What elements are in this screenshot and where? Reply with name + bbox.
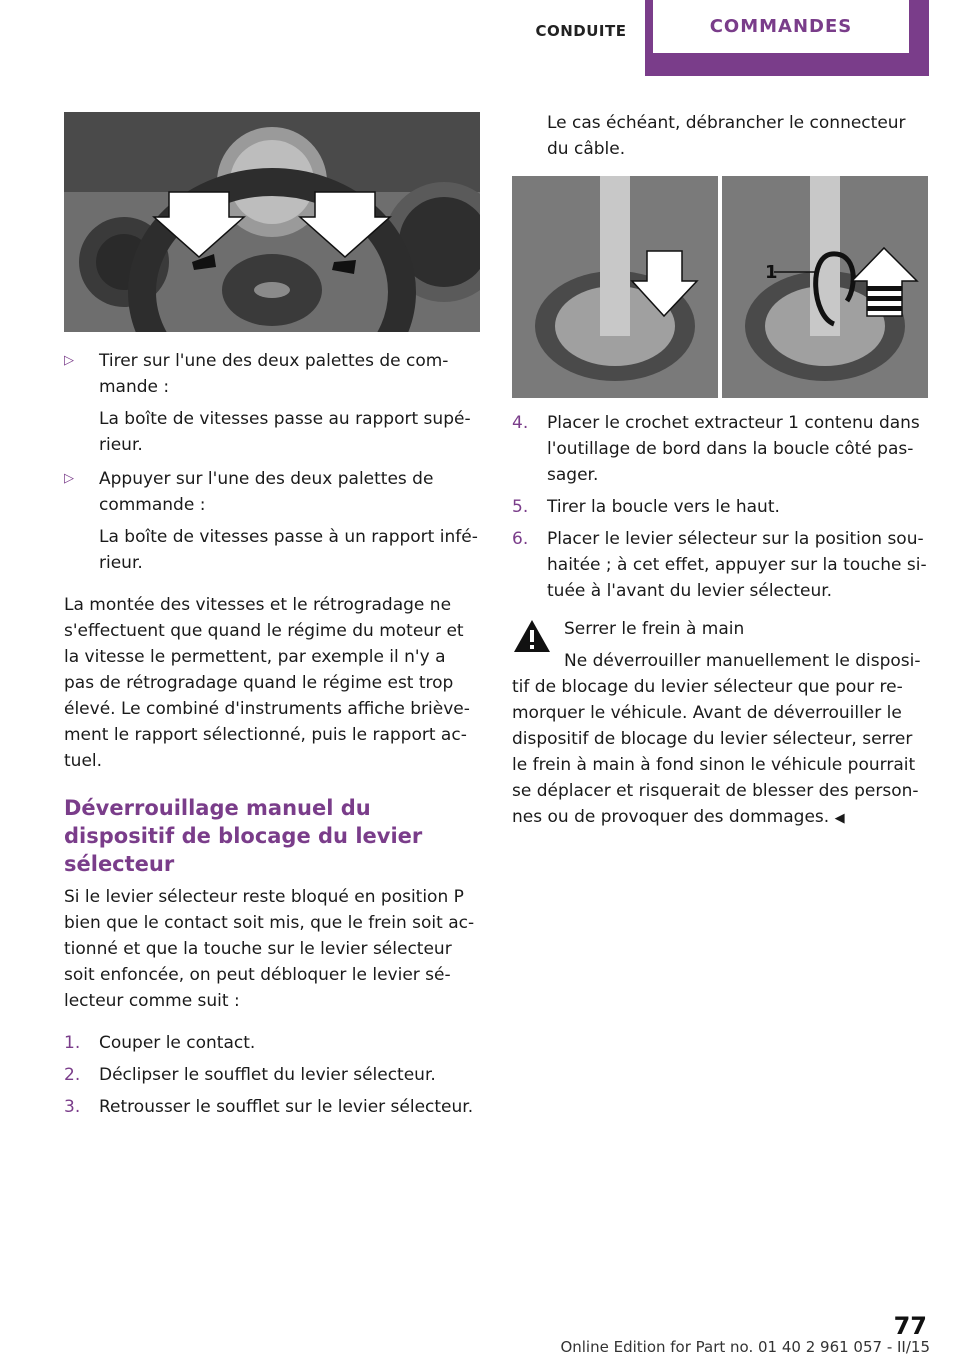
step-text: Tirer la boucle vers le haut. <box>547 497 780 517</box>
step-number: 1. <box>64 1033 81 1053</box>
step-6 <box>512 526 928 604</box>
warning-text: Ne déverrouiller manuellement le dispositif de blocage du levier sélecteur que pour remorquer le véhicule. Avant de déverrouiller le dispositif de blocage du levier sélecteur, serrer le frein à main à fond sinon le véhicule pourrait se déplacer et risquerait de blesser des personnes ou de provoquer des dommages. ◀ <box>512 651 921 827</box>
bullet-upshift-text: Tirer sur l'une des deux palettes de commande : <box>99 351 449 397</box>
bullet-marker: ▷ <box>64 353 74 368</box>
warning-triangle-icon <box>512 618 552 654</box>
step-text: Placer le levier sélecteur sur la position souhaitée ; à cet effet, appuyer sur la touche située à l'avant du levier sélecteur. <box>547 529 927 601</box>
step-number: 2. <box>64 1065 81 1085</box>
step-number: 4. <box>512 413 529 433</box>
warning-title: Serrer le frein à main <box>564 619 745 639</box>
step-4 <box>512 410 928 488</box>
shift-paragraph: La montée des vitesses et le rétrogradage ne s'effectuent que quand le régime du moteur et la vitesse le permettent, par exemple il n'y a pas de rétrogradage quand le régime est trop élevé. Le combiné d'instruments affiche brièvement le rapport sélectionné, puis le rapport actuel. <box>64 595 470 771</box>
section-tab-commandes-label: COMMANDES <box>653 0 909 53</box>
warning-block <box>512 616 928 832</box>
right-column <box>512 110 928 832</box>
section-heading: Déverrouillage manuel du dispositif de blocage du levier sélecteur <box>64 796 423 876</box>
step-5 <box>512 494 928 520</box>
step-number: 5. <box>512 497 529 517</box>
step-2 <box>64 1062 480 1088</box>
bullet-upshift <box>64 348 480 458</box>
step-number: 6. <box>512 529 529 549</box>
bullet-upshift-result: La boîte de vitesses passe au rapport supérieur. <box>99 409 471 455</box>
end-marker-icon: ◀ <box>834 811 845 826</box>
bullet-downshift-result: La boîte de vitesses passe à un rapport inférieur. <box>99 527 478 573</box>
edition-footer: Online Edition for Part no. 01 40 2 961 057 - II/15 <box>560 1338 930 1356</box>
bullet-downshift <box>64 466 480 576</box>
section-tab-conduite: CONDUITE <box>535 22 627 40</box>
selector-lever-figure <box>512 176 928 398</box>
step-number: 3. <box>64 1097 81 1117</box>
left-column <box>64 112 480 1120</box>
step-text: Retrousser le soufflet sur le levier sélecteur. <box>99 1097 474 1117</box>
bullet-downshift-text: Appuyer sur l'une des deux palettes de commande : <box>99 469 434 515</box>
intro-paragraph: Si le levier sélecteur reste bloqué en position P bien que le contact soit mis, que le frein soit actionné et que la touche sur le levier sélecteur soit enfoncée, on peut débloquer le levier sélecteur comme suit : <box>64 887 475 1011</box>
section-tab-commandes <box>645 0 929 76</box>
figure-callout-1: 1 <box>765 262 778 283</box>
step-1 <box>64 1030 480 1056</box>
step-text: Placer le crochet extracteur 1 contenu dans l'outillage de bord dans la boucle côté passager. <box>547 413 920 485</box>
bullet-marker: ▷ <box>64 471 74 486</box>
steering-wheel-paddles-figure <box>64 112 480 332</box>
continuation-text: Le cas échéant, débrancher le connecteur du câble. <box>547 113 906 159</box>
page-number: 77 <box>893 1312 927 1340</box>
step-3 <box>64 1094 480 1120</box>
step-text: Déclipser le soufflet du levier sélecteur. <box>99 1065 436 1085</box>
step-text: Couper le contact. <box>99 1033 256 1053</box>
